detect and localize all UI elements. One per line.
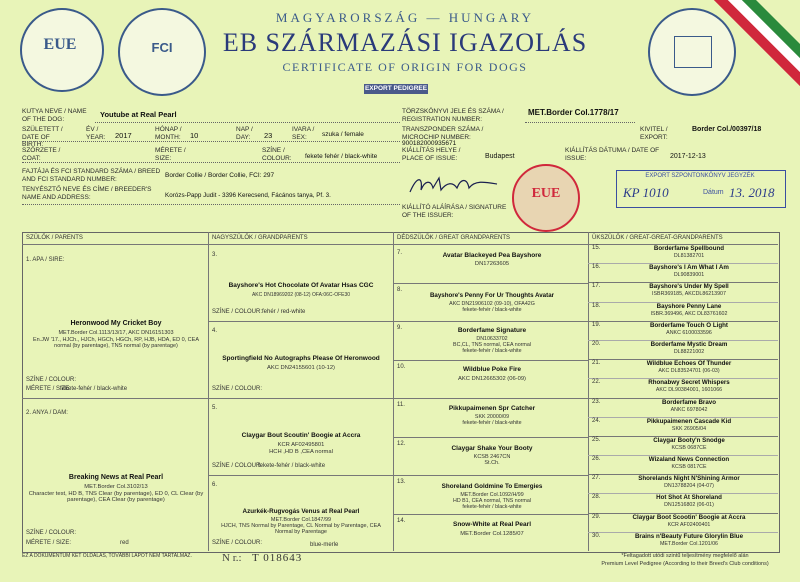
gp-5-num: 5. <box>212 405 218 411</box>
ggp-10-details: AKC DN12665302 (06-09) <box>458 376 526 382</box>
breeder-label: TENYÉSZTŐ NEVE ÉS CÍME / BREEDER'S NAME AND ADDRESS: <box>22 186 152 201</box>
dam-colour-label: SZÍNE / COLOUR: <box>26 530 77 536</box>
colour-label: SZÍNE / COLOUR: <box>262 147 292 162</box>
ggg-name: Wildblue Echoes Of Thunder <box>646 360 732 368</box>
registration-label: TÖRZSKÖNYVI JELE ÉS SZÁMA / REGISTRATION NUMBER: <box>402 108 504 123</box>
footer-note-2: Premium Level Pedigree (According to their Breed's Club conditions) <box>601 561 769 567</box>
sire-size-label: MÉRETE / SIZE: <box>26 386 72 392</box>
red-stamp-text: EUE <box>531 186 561 201</box>
gp-6-colour-label: SZÍNE / COLOUR: <box>212 540 263 546</box>
fci-text: FCI <box>151 40 173 55</box>
microchip-value: 900182000935671 <box>402 140 457 147</box>
ggg-name: Borderfame Spellbound <box>653 245 725 252</box>
issue-place-label: KIÁLLÍTÁS HELYE / PLACE OF ISSUE: <box>402 147 461 162</box>
gp-5-colour-label: SZÍNE / COLOUR: <box>212 463 263 469</box>
left-seal-text: EUE <box>43 36 77 53</box>
ggg-details: MET.Border Col.1201/06 <box>659 540 718 547</box>
ggp-14-name: Snow-White at Real Pearl <box>452 521 532 528</box>
issue-date-value: 2017-12-13 <box>670 153 706 160</box>
birth-label: SZÜLETETT / DATE OF BIRTH: <box>22 126 63 148</box>
ggg-name: Claygar Boot Scootin' Boogie at Accra <box>632 513 746 521</box>
gp-4-num: 4. <box>212 328 218 334</box>
gp-6-name: Azurkék-Rugvogás Venus at Real Pearl <box>242 508 360 515</box>
ggg-num: 16. <box>592 264 601 271</box>
ggg-name: Wizaland News Connection <box>648 456 730 464</box>
ggg-name: Borderfame Bravo <box>662 398 716 406</box>
ggg-name: Pikkupaimenen Cascade Kid <box>646 417 732 425</box>
ggg-num: 27. <box>592 475 601 482</box>
ggp-10-num: 10. <box>397 364 406 370</box>
ggg-num: 29. <box>592 513 601 520</box>
ggp-12-name: Claygar Shake Your Booty <box>451 445 533 452</box>
ggp-14-num: 14. <box>397 518 406 524</box>
col-grandparents-header: NAGYSZÜLŐK / GRANDPARENTS <box>212 235 308 241</box>
ggg-num: 15. <box>592 245 601 251</box>
gp-4-details: AKC DN24155601 (10-12) <box>267 365 335 371</box>
dam-size-label: MÉRETE / SIZE: <box>26 540 72 546</box>
sire-colour: fekete-fehér / black-white <box>60 386 128 392</box>
gp-4-colour-label: SZÍNE / COLOUR: <box>212 386 263 392</box>
blue-stamp-number: KP 1010 <box>623 185 669 200</box>
dog-name-label: KUTYA NEVE / NAME OF THE DOG: <box>22 108 87 123</box>
ggg-name: Hot Shot At Shoreland <box>656 494 722 502</box>
month-label: HÓNAP / MONTH: <box>155 126 182 141</box>
red-stamp <box>512 164 580 232</box>
ggg-details: ANKC 6100033596 <box>666 329 712 336</box>
year-label: ÉV / YEAR: <box>86 126 106 141</box>
gp-3-colour: fehér / red-white <box>262 309 306 315</box>
page-title: EB SZÁRMAZÁSI IGAZOLÁS <box>222 28 588 57</box>
export-badge: EXPORT PEDIGREE <box>364 85 428 92</box>
sex-label: IVARA / SEX: <box>292 126 315 141</box>
ggg-num: 28. <box>592 494 601 501</box>
left-seal-logo <box>20 8 104 92</box>
breed-label: FAJTÁJA ÉS FCI STANDARD SZÁMA / BREED AND FCI STANDARD NUMBER: <box>22 168 161 183</box>
ggg-name: Borderfame Mystic Dream <box>650 340 728 348</box>
gp-3-colour-label: SZÍNE / COLOUR: <box>212 309 263 315</box>
ggg-details: KCSB 0687CE <box>671 444 707 451</box>
ggg-num: 21. <box>592 360 601 367</box>
dam-size: red <box>120 540 129 546</box>
sire-name: Heronwood My Cricket Boy <box>70 320 162 327</box>
serial-label: N r.: <box>222 552 242 564</box>
ggg-details: DL90839001 <box>673 272 705 279</box>
ggg-details: SKK 26905/04 <box>671 425 707 432</box>
sex-value: szuka / female <box>322 131 364 138</box>
ggg-details: DL81382701 <box>673 253 705 259</box>
blue-stamp-date-handwriting: 13. 2018 <box>729 185 775 200</box>
ggg-num: 22. <box>592 379 601 386</box>
ggp-11-name: Pikkupaimenen Spr Catcher <box>448 405 536 412</box>
serial-number: T 018643 <box>252 552 303 564</box>
ggg-num: 30. <box>592 532 601 539</box>
signature-label: KIÁLLÍTÓ ALÁÍRÁSA / SIGNATURE OF THE ISSUER: <box>402 204 507 219</box>
ggp-11-details: SKK 20000/09 fekete-fehér / black-white <box>462 414 522 426</box>
ggg-details: DN13788204 (04-07) <box>664 483 714 490</box>
blue-stamp <box>616 170 786 208</box>
breeder-value: Korózs-Papp Judit - 3396 Kerecsend, Fácános tanya, Pf. 3. <box>165 192 331 199</box>
ggp-9-details: DN10633702 BC,CL, TNS normal, CEA normal fekete-fehér / black-white <box>453 336 531 354</box>
export-label: KIVITEL / EXPORT: <box>640 126 668 141</box>
sire-colour-label: SZÍNE / COLOUR: <box>26 377 77 383</box>
ggg-details: KCR AF02400401 <box>667 521 711 528</box>
ggg-name: Bayshore's Under My Spell <box>649 283 729 291</box>
footer-note-left: EZ A DOKUMENTUM KET OLDALAS, TOVÁBBI LAPOT NEM TARTALMAZ. <box>22 553 192 559</box>
ggp-13-name: Shoreland Goldmine To Emergies <box>441 483 543 490</box>
col-ggg-header: ÜKSZÜLŐK / GREAT-GREAT-GRANDPARENTS <box>592 235 723 241</box>
ggg-details: AKC DL83524701 (06-03) <box>658 368 720 375</box>
blue-stamp-date-label: Dátum <box>703 189 724 196</box>
ggg-details: KCSB 0817CE <box>671 464 707 471</box>
ggg-name: Claygar Booty'n Snodge <box>653 436 725 444</box>
ggg-name: Rhonabwy Secret Whispers <box>648 379 730 387</box>
right-seal-logo <box>648 8 736 96</box>
ggp-14-details: MET.Border Col.1285/07 <box>460 531 524 537</box>
gp-6-colour: blue-merle <box>310 542 339 548</box>
breed-value: Border Collie / Border Collie, FCI: 297 <box>165 172 275 179</box>
ggg-name: Brains n'Beauty Future Glorylin Blue <box>634 532 744 540</box>
ggp-8-num: 8. <box>397 287 403 293</box>
registration-value: MET.Border Col.1778/17 <box>528 108 619 117</box>
ggg-num: 19. <box>592 321 601 328</box>
ggp-13-details: MET.Border Col.1092/H/99 HD B1, CEA normal, TNS normal fekete-fehér / black-white <box>453 492 531 510</box>
col-great-grandparents-header: DÉDSZÜLŐK / GREAT GRANDPARENTS <box>397 235 511 241</box>
issue-date-label: KIÁLLÍTÁS DÁTUMA / DATE OF ISSUE: <box>565 147 660 162</box>
dog-name-value: Youtube at Real Pearl <box>100 110 177 119</box>
ggp-7-num: 7. <box>397 250 403 256</box>
day-label: NAP / DAY: <box>236 126 253 141</box>
ggg-num: 23. <box>592 398 601 405</box>
ggp-7-name: Avatar Blackeyed Pea Bayshore <box>442 252 542 259</box>
ggp-10-name: Wildblue Poke Fire <box>462 366 522 373</box>
ggg-name: Bayshore Penny Lane <box>656 302 722 310</box>
ggp-9-name: Borderfame Signature <box>457 327 527 334</box>
issue-place-value: Budapest <box>485 153 515 160</box>
export-value: Border Col./00397/18 <box>692 126 762 133</box>
ggg-details: AKC DL90384001, 1601066 <box>655 387 723 394</box>
size-label: MÉRETE / SIZE: <box>155 147 186 162</box>
blue-stamp-heading: EXPORT SZPONTONKÖNYV JEGYZÉK <box>645 173 755 179</box>
gp-5-details: KCR AF02495801 HCH ,HD B ,CEA normal <box>269 442 333 455</box>
sire-label: 1. APA / SIRE: <box>26 257 65 263</box>
ggp-8-name: Bayshore's Penny For Ur Thoughts Avatar <box>429 292 555 299</box>
ggg-name: Shorelands Night N'Shining Armor <box>638 475 740 483</box>
gp-3-num: 3. <box>212 252 218 258</box>
col-parents-header: SZÜLŐK / PARENTS <box>26 235 83 241</box>
ggg-details: ANKC 6978042 <box>670 406 708 413</box>
ggg-num: 18. <box>592 302 601 309</box>
country-heading: MAGYARORSZÁG — HUNGARY <box>275 10 535 25</box>
ggg-num: 25. <box>592 436 601 443</box>
ggg-name: Bayshore's I Am What I Am <box>649 264 729 272</box>
ggp-11-num: 11. <box>397 402 405 408</box>
ggp-8-details: AKC DN21906102 (09-10), OFA42G fekete-fehér / black-white <box>449 301 535 313</box>
page-subtitle: CERTIFICATE OF ORIGIN FOR DOGS <box>282 60 528 74</box>
year-value: 2017 <box>115 131 132 140</box>
coat-label: SZŐRZETE / COAT: <box>22 147 61 162</box>
gp-4-name: Sportingfield No Autographs Please Of Heronwood <box>222 355 380 362</box>
ggg-num: 20. <box>592 340 601 347</box>
colour-value: fekete fehér / black-white <box>305 153 378 160</box>
ggg-details: ISBR.369496, AKC DL83761602 <box>650 310 728 317</box>
gp-6-num: 6. <box>212 482 218 488</box>
dam-label: 2. ANYA / DAM: <box>26 410 68 416</box>
sire-details: MET.Border Col.1113/13/17, AKC DN16151303 En.JW '17., HJCh., HJCh, HGCh, HGCh, RP, HJB, HDA, ED 0, CEA normal (by parentage), TNS normal (by parentage) <box>33 330 199 349</box>
right-seal-emblem <box>674 36 712 68</box>
ggg-num: 24. <box>592 417 601 424</box>
ggg-details: ISBR369185, AKCDL86213907 <box>652 291 726 298</box>
gp-5-colour: fekete-fehér / black-white <box>258 463 326 469</box>
ggp-13-num: 13. <box>397 479 406 485</box>
ggg-details: DL88221002 <box>673 348 705 355</box>
issuer-signature <box>405 168 510 200</box>
dam-name: Breaking News at Real Pearl <box>68 474 164 481</box>
ggg-details: DN12516802 (06-01) <box>664 502 714 509</box>
mid-seal-logo <box>118 8 206 96</box>
ggp-12-details: KCSB 2467CN St.Ch. <box>473 454 511 466</box>
dam-details: MET.Border Col.3102/13 Character test, HD B, TNS Clear (by parentage), ED 0, CL Clear (by parentage), CEA Clear (by parentage) <box>28 484 204 503</box>
ggg-num: 26. <box>592 456 601 463</box>
gp-6-details: MET.Border Col.1847/99 HJCH, TNS Normal by Parentage, CL Normal by Parentage, CEA Normal by Parentage <box>221 517 381 535</box>
ggg-num: 17. <box>592 283 601 290</box>
gp-5-name: Claygar Bout Scoutin' Boogie at Accra <box>241 432 361 439</box>
ggg-name: Borderfame Touch O Light <box>650 321 728 329</box>
gp-3-name: Bayshore's Hot Chocolate Of Avatar Hsas CGC <box>228 282 374 289</box>
month-value: 10 <box>190 131 199 140</box>
microchip-label: TRANSZPONDER SZÁMA / MICROCHIP NUMBER: <box>402 126 484 141</box>
ggp-7-details: DN17263605 <box>474 261 510 267</box>
ggp-12-num: 12. <box>397 441 406 447</box>
gp-3-details: AKC DN18969202 (08-12) OFA:06C-OFE30 <box>251 292 351 298</box>
footer-note: *Feltagadott utódi szintű teljesítmény megfelelő alán <box>621 553 749 559</box>
day-value: 23 <box>264 131 273 140</box>
ggp-9-num: 9. <box>397 325 403 331</box>
